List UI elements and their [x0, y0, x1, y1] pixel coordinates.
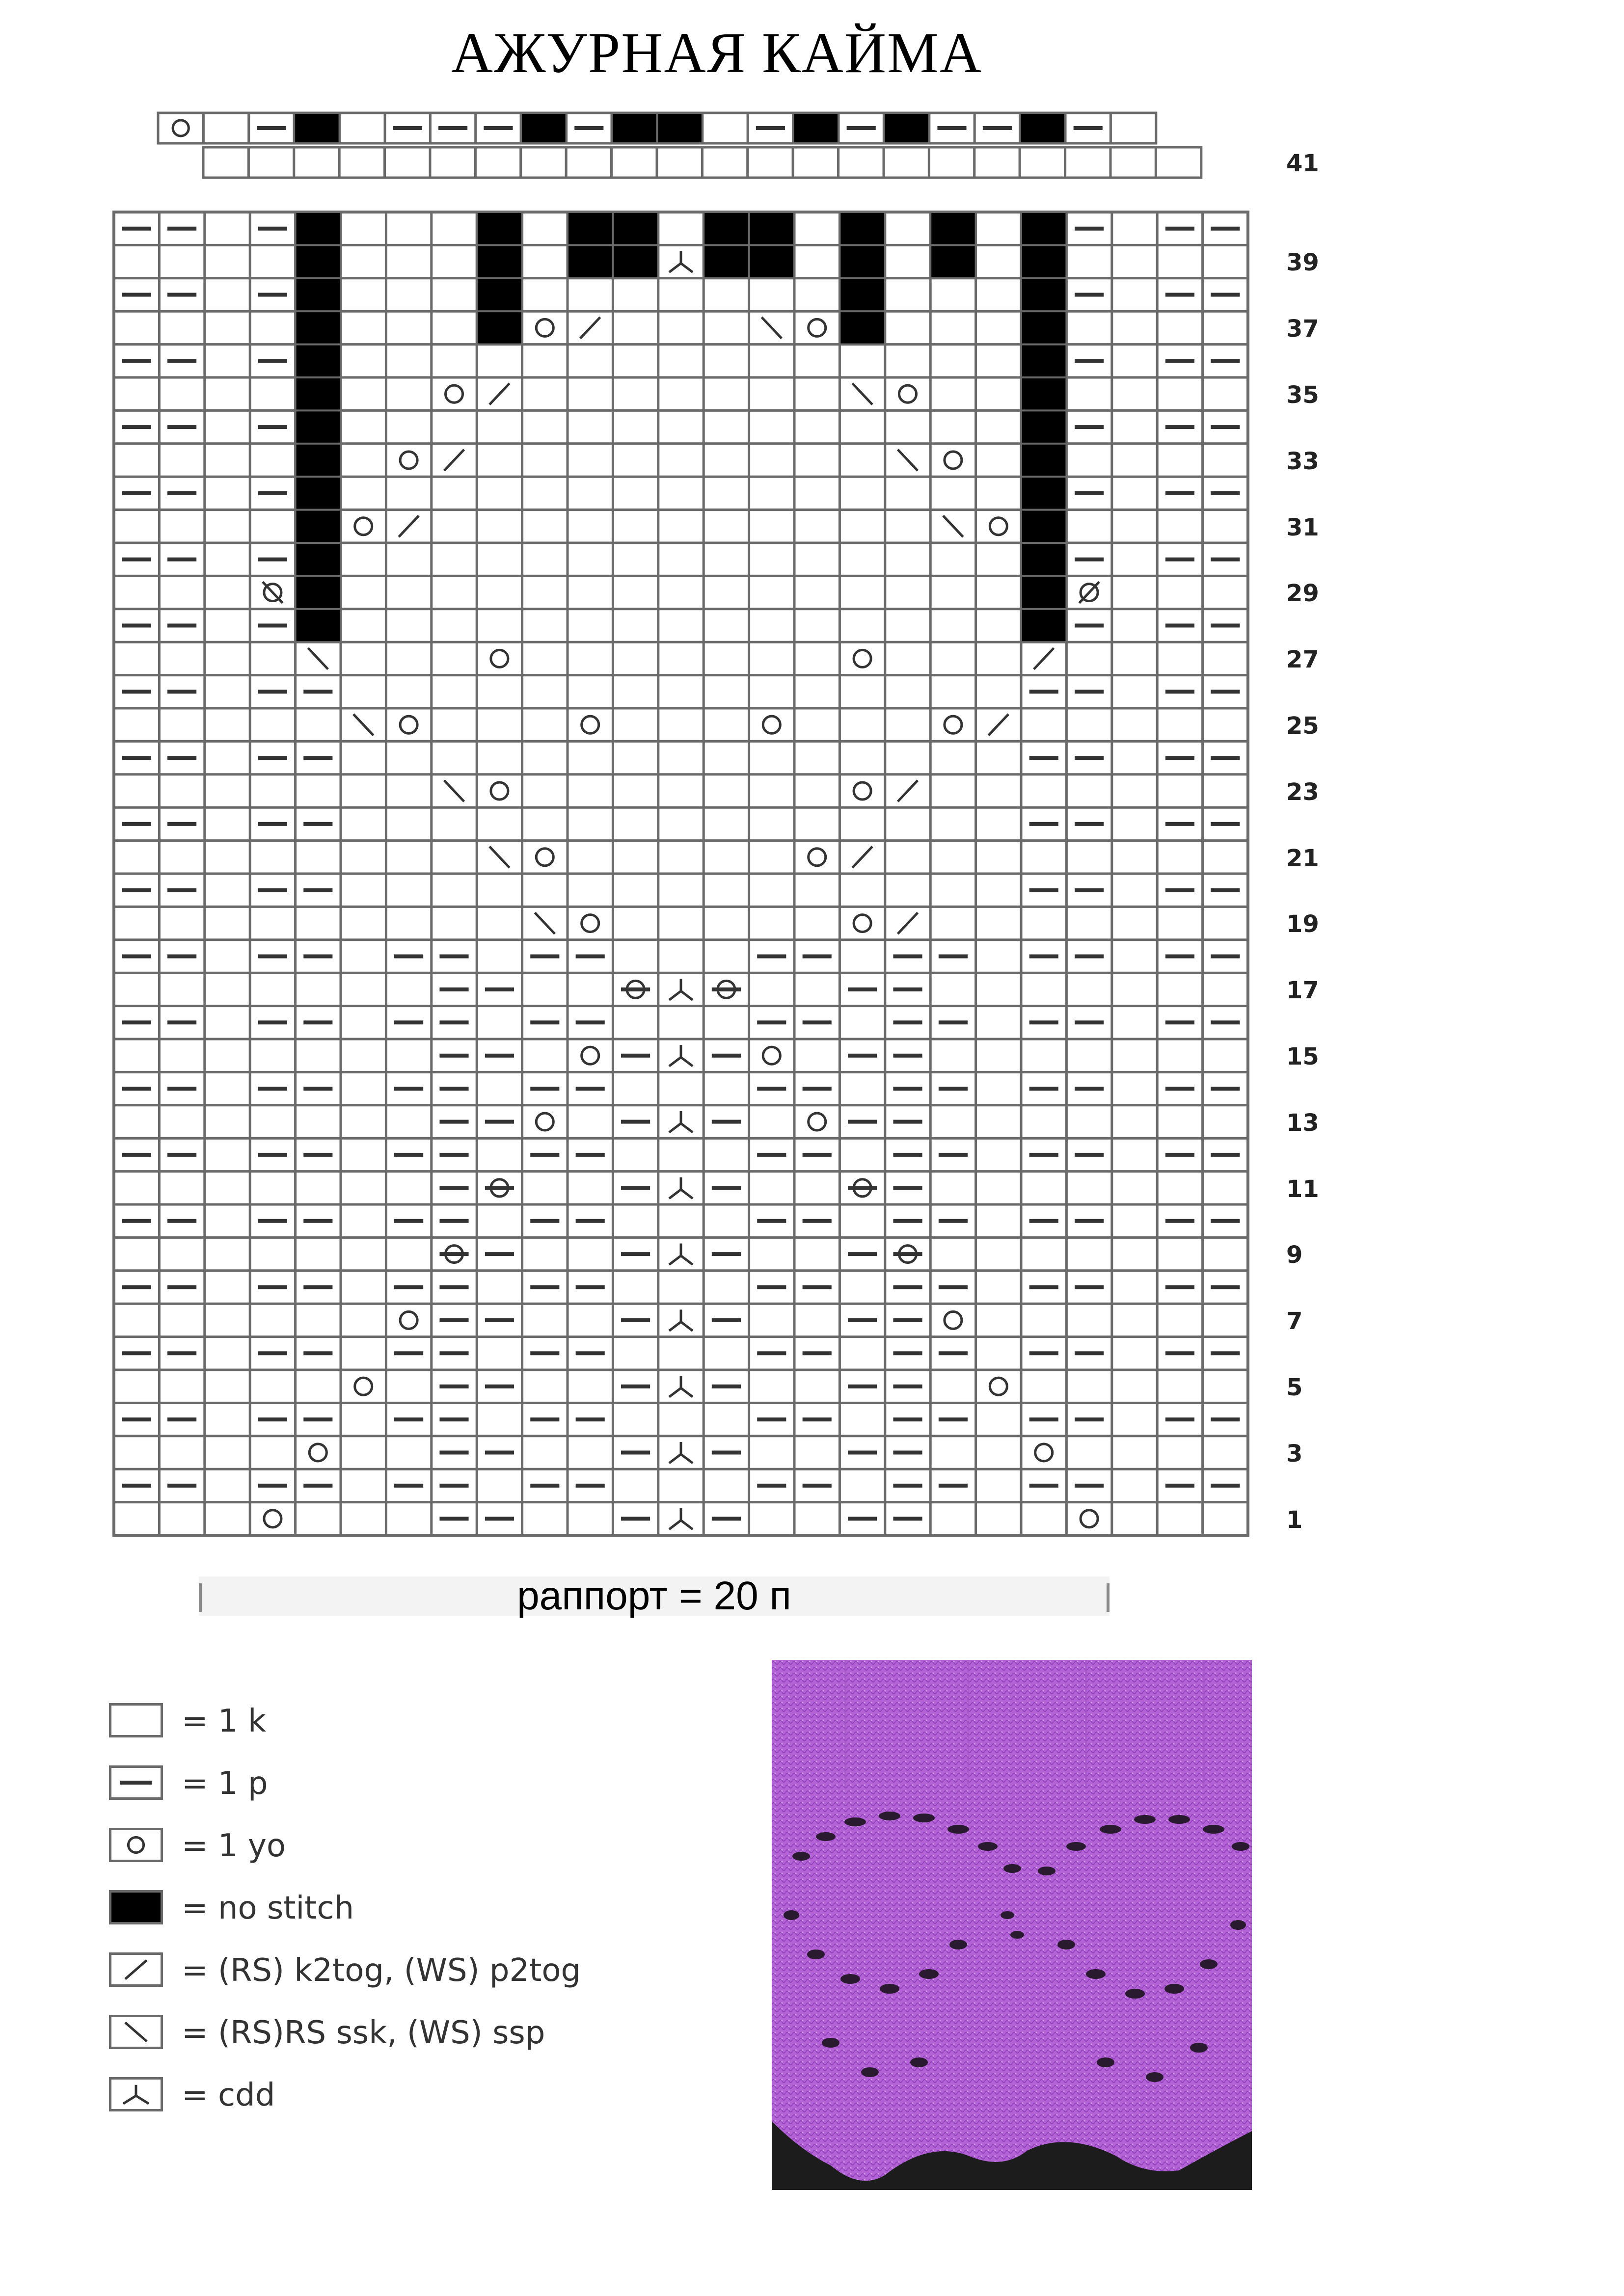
- knit-icon: [109, 1703, 163, 1737]
- row-number: 3: [1286, 1440, 1303, 1468]
- legend-label: = 1 p: [182, 1765, 268, 1802]
- row-number: 13: [1286, 1109, 1319, 1137]
- chart-row-42: [158, 113, 1156, 143]
- no-stitch-cell: [1021, 114, 1064, 142]
- chart-title: АЖУРНАЯ КАЙМА: [451, 21, 983, 85]
- legend-label: = 1 yo: [182, 1828, 286, 1864]
- lace-photo-illustration: [772, 1660, 1252, 2190]
- no-stitch-cell: [1022, 346, 1065, 376]
- no-stitch-cell: [750, 213, 793, 244]
- no-stitch-cell: [297, 544, 340, 575]
- repeat-label: раппорт = 20 п: [517, 1574, 791, 1618]
- no-stitch-cell: [658, 114, 701, 142]
- no-stitch-cell: [568, 213, 612, 244]
- no-stitch-cell: [297, 378, 340, 409]
- chart-grid: [114, 212, 1248, 1535]
- no-stitch-cell: [1022, 511, 1065, 542]
- yo-icon: [109, 1828, 163, 1862]
- row-number: 31: [1286, 513, 1319, 541]
- row-number: 11: [1286, 1175, 1319, 1203]
- no-stitch-cell: [614, 213, 657, 244]
- no-stitch-cell: [522, 114, 565, 142]
- no-stitch-cell: [297, 312, 340, 343]
- no-stitch-cell: [297, 411, 340, 442]
- row-number: 15: [1286, 1043, 1319, 1070]
- no-stitch-cell: [840, 213, 884, 244]
- no-stitch-cell: [297, 213, 340, 244]
- no-stitch-cell: [1022, 577, 1065, 608]
- no-stitch-cell: [297, 346, 340, 376]
- repeat-bar: [199, 1576, 1110, 1616]
- nostitch-icon: [109, 1890, 163, 1924]
- no-stitch-cell: [840, 279, 884, 310]
- knitted-lace-photo: [772, 1660, 1252, 2190]
- row-number: 33: [1286, 447, 1319, 475]
- row-number: 5: [1286, 1374, 1303, 1401]
- row-number: 27: [1286, 646, 1319, 674]
- k2tog-mark: [125, 1960, 147, 1979]
- row-number: 1: [1286, 1506, 1303, 1534]
- legend-label: = (RS)RS ssk, (WS) ssp: [182, 2015, 545, 2051]
- no-stitch-cell: [750, 246, 793, 277]
- no-stitch-cell: [297, 246, 340, 277]
- no-stitch-cell: [297, 445, 340, 476]
- row-number: 41: [1286, 150, 1319, 177]
- no-stitch-cell: [297, 610, 340, 641]
- no-stitch-cell: [931, 213, 974, 244]
- ssk-icon: [109, 2015, 163, 2049]
- no-stitch-cell: [1022, 610, 1065, 641]
- row-number: 29: [1286, 580, 1319, 608]
- legend-label: = (RS) k2tog, (WS) p2tog: [182, 1952, 581, 1989]
- no-stitch-cell: [295, 114, 338, 142]
- yo-mark: [128, 1837, 143, 1852]
- no-stitch-cell: [297, 478, 340, 508]
- no-stitch-cell: [931, 246, 974, 277]
- no-stitch-cell: [794, 114, 838, 142]
- cdd-mark: [123, 2085, 149, 2104]
- no-stitch-cell: [704, 213, 748, 244]
- row-number: 25: [1286, 712, 1319, 740]
- no-stitch-cell: [1022, 478, 1065, 508]
- k2tog-icon: [109, 1952, 163, 1987]
- legend-label: = cdd: [182, 2077, 275, 2113]
- no-stitch-cell: [478, 312, 521, 343]
- no-stitch-cell: [297, 279, 340, 310]
- row-number: 7: [1286, 1308, 1303, 1335]
- no-stitch-cell: [885, 114, 928, 142]
- no-stitch-cell: [614, 246, 657, 277]
- no-stitch-cell: [1022, 246, 1065, 277]
- row-number: 19: [1286, 910, 1319, 938]
- no-stitch-cell: [704, 246, 748, 277]
- no-stitch-cell: [1022, 445, 1065, 476]
- row-number: 21: [1286, 844, 1319, 872]
- no-stitch-cell: [297, 511, 340, 542]
- row-number: 39: [1286, 249, 1319, 277]
- cdd-icon: [109, 2077, 163, 2111]
- no-stitch-cell: [840, 246, 884, 277]
- row-number: 17: [1286, 977, 1319, 1005]
- no-stitch-cell: [1022, 544, 1065, 575]
- no-stitch-cell: [1022, 312, 1065, 343]
- no-stitch-cell: [840, 312, 884, 343]
- ssk-mark: [125, 2023, 147, 2041]
- no-stitch-cell: [297, 577, 340, 608]
- row-number: 9: [1286, 1241, 1303, 1269]
- no-stitch-cell: [478, 246, 521, 277]
- no-stitch-cell: [1022, 213, 1065, 244]
- no-stitch-cell: [1022, 411, 1065, 442]
- no-stitch-cell: [568, 246, 612, 277]
- no-stitch-cell: [478, 279, 521, 310]
- no-stitch-cell: [478, 213, 521, 244]
- legend-label: = 1 k: [182, 1703, 267, 1739]
- no-stitch-cell: [613, 114, 656, 142]
- row-number: 37: [1286, 315, 1319, 343]
- no-stitch-cell: [1022, 378, 1065, 409]
- row-number: 35: [1286, 381, 1319, 409]
- legend-label: = no stitch: [182, 1890, 354, 1926]
- chart-row-41: [203, 147, 1201, 178]
- purl-icon: [109, 1765, 163, 1800]
- row-number: 23: [1286, 778, 1319, 806]
- no-stitch-cell: [1022, 279, 1065, 310]
